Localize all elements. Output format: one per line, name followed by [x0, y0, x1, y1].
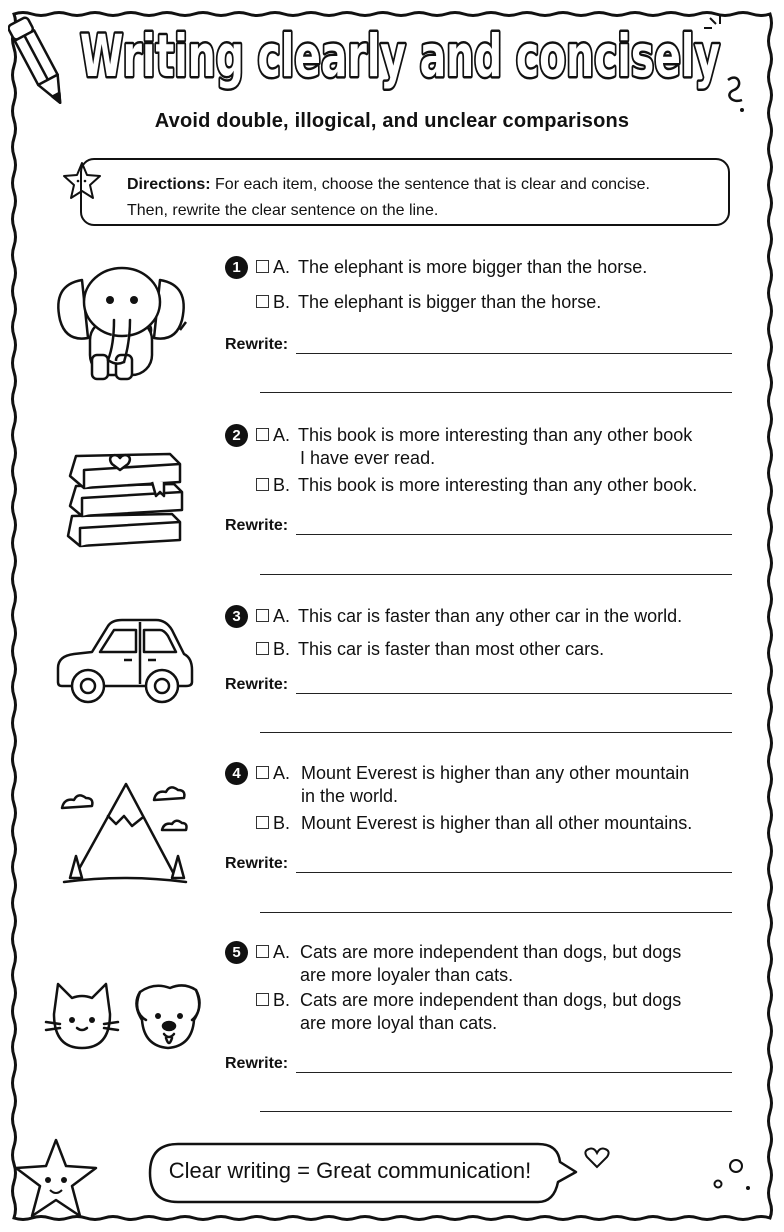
option-text: [301, 812, 692, 835]
option-text: [300, 941, 681, 987]
page-title: Writing clearly and concisely: [80, 22, 720, 90]
checkbox[interactable]: [256, 816, 269, 829]
option-line: This book is more interesting than any other book: [298, 425, 693, 445]
item-number-5: 5: [225, 941, 248, 964]
footer-slogan: Clear writing = Great communication!: [168, 1158, 532, 1183]
checkbox[interactable]: [256, 609, 269, 622]
title-banner: [70, 12, 730, 102]
checkbox[interactable]: [256, 428, 269, 441]
option-letter: A.: [273, 763, 291, 783]
option-line: are more loyal than cats.: [300, 1013, 498, 1033]
option-line: Cats are more independent than dogs, but dogs: [300, 942, 682, 962]
option-letter: B.: [273, 813, 291, 833]
option-line: The elephant is bigger than the horse.: [298, 292, 602, 312]
checkbox[interactable]: [256, 642, 269, 655]
subtitle: Avoid double, illogical, and unclear comparisons: [154, 110, 630, 132]
option-line: Mount Everest is higher than all other mountains.: [301, 813, 693, 833]
option-line: This book is more interesting than any other book.: [298, 475, 698, 495]
rewrite-label-2: Rewrite:: [225, 517, 289, 534]
rewrite-label-1: Rewrite:: [225, 336, 289, 353]
option-text: [300, 989, 681, 1035]
rewrite-line-5a[interactable]: [296, 1072, 732, 1073]
checkbox[interactable]: [256, 766, 269, 779]
checkbox[interactable]: [256, 478, 269, 491]
checkbox[interactable]: [256, 993, 269, 1006]
option-text: [298, 474, 697, 497]
option-text: [298, 424, 692, 470]
heart-icon: [584, 1146, 610, 1170]
option-line: This car is faster than most other cars.: [298, 639, 605, 659]
option-line: The elephant is more bigger than the horse.: [298, 257, 648, 277]
smiling-star-icon: [10, 1136, 102, 1224]
option-line: This car is faster than any other car in the world.: [298, 606, 683, 626]
item-number-4: 4: [225, 762, 248, 785]
option-letter: A.: [273, 942, 291, 962]
option-line: Cats are more independent than dogs, but dogs: [300, 990, 682, 1010]
checkbox[interactable]: [256, 260, 269, 273]
directions-line-1: For each item, choose the sentence that is clear and concise.: [215, 176, 650, 193]
option-letter: B.: [273, 639, 291, 659]
option-letter: A.: [273, 425, 291, 445]
rewrite-line-4a[interactable]: [296, 872, 732, 873]
rewrite-label-5: Rewrite:: [225, 1055, 289, 1072]
mountain-icon: [54, 778, 196, 890]
option-letter: B.: [273, 990, 291, 1010]
option-text: [301, 762, 689, 808]
rewrite-line-2a[interactable]: [296, 534, 732, 535]
directions-box: [80, 158, 730, 226]
item-number-3: 3: [225, 605, 248, 628]
option-line: in the world.: [301, 786, 399, 806]
rewrite-line-3b[interactable]: [260, 732, 732, 733]
directions-line-2: Then, rewrite the clear sentence on the line.: [127, 202, 439, 219]
option-letter: A.: [273, 606, 291, 626]
rewrite-line-4b[interactable]: [260, 912, 732, 913]
checkbox[interactable]: [256, 945, 269, 958]
rewrite-line-5b[interactable]: [260, 1111, 732, 1112]
directions-label: Directions:: [127, 176, 211, 193]
rewrite-line-1a[interactable]: [296, 353, 732, 354]
option-line: Mount Everest is higher than any other mountain: [301, 763, 690, 783]
doodle-circles-icon: [704, 1150, 754, 1194]
option-letter: B.: [273, 475, 291, 495]
option-text: [298, 256, 647, 279]
option-text: [298, 291, 601, 314]
item-number-2: 2: [225, 424, 248, 447]
rewrite-line-3a[interactable]: [296, 693, 732, 694]
option-text: [298, 605, 682, 628]
option-letter: A.: [273, 257, 291, 277]
rewrite-label-3: Rewrite:: [225, 676, 289, 693]
checkbox[interactable]: [256, 295, 269, 308]
pencil-icon: [8, 8, 70, 118]
books-icon: [62, 436, 186, 556]
rewrite-label-4: Rewrite:: [225, 855, 289, 872]
elephant-icon: [52, 260, 192, 385]
option-text: [298, 638, 604, 661]
car-icon: [52, 612, 196, 708]
rewrite-line-2b[interactable]: [260, 574, 732, 575]
cat-and-dog-icon: [44, 978, 208, 1054]
option-line: I have ever read.: [300, 448, 436, 468]
rewrite-line-1b[interactable]: [260, 392, 732, 393]
item-number-1: 1: [225, 256, 248, 279]
option-line: are more loyaler than cats.: [300, 965, 514, 985]
option-letter: B.: [273, 292, 291, 312]
